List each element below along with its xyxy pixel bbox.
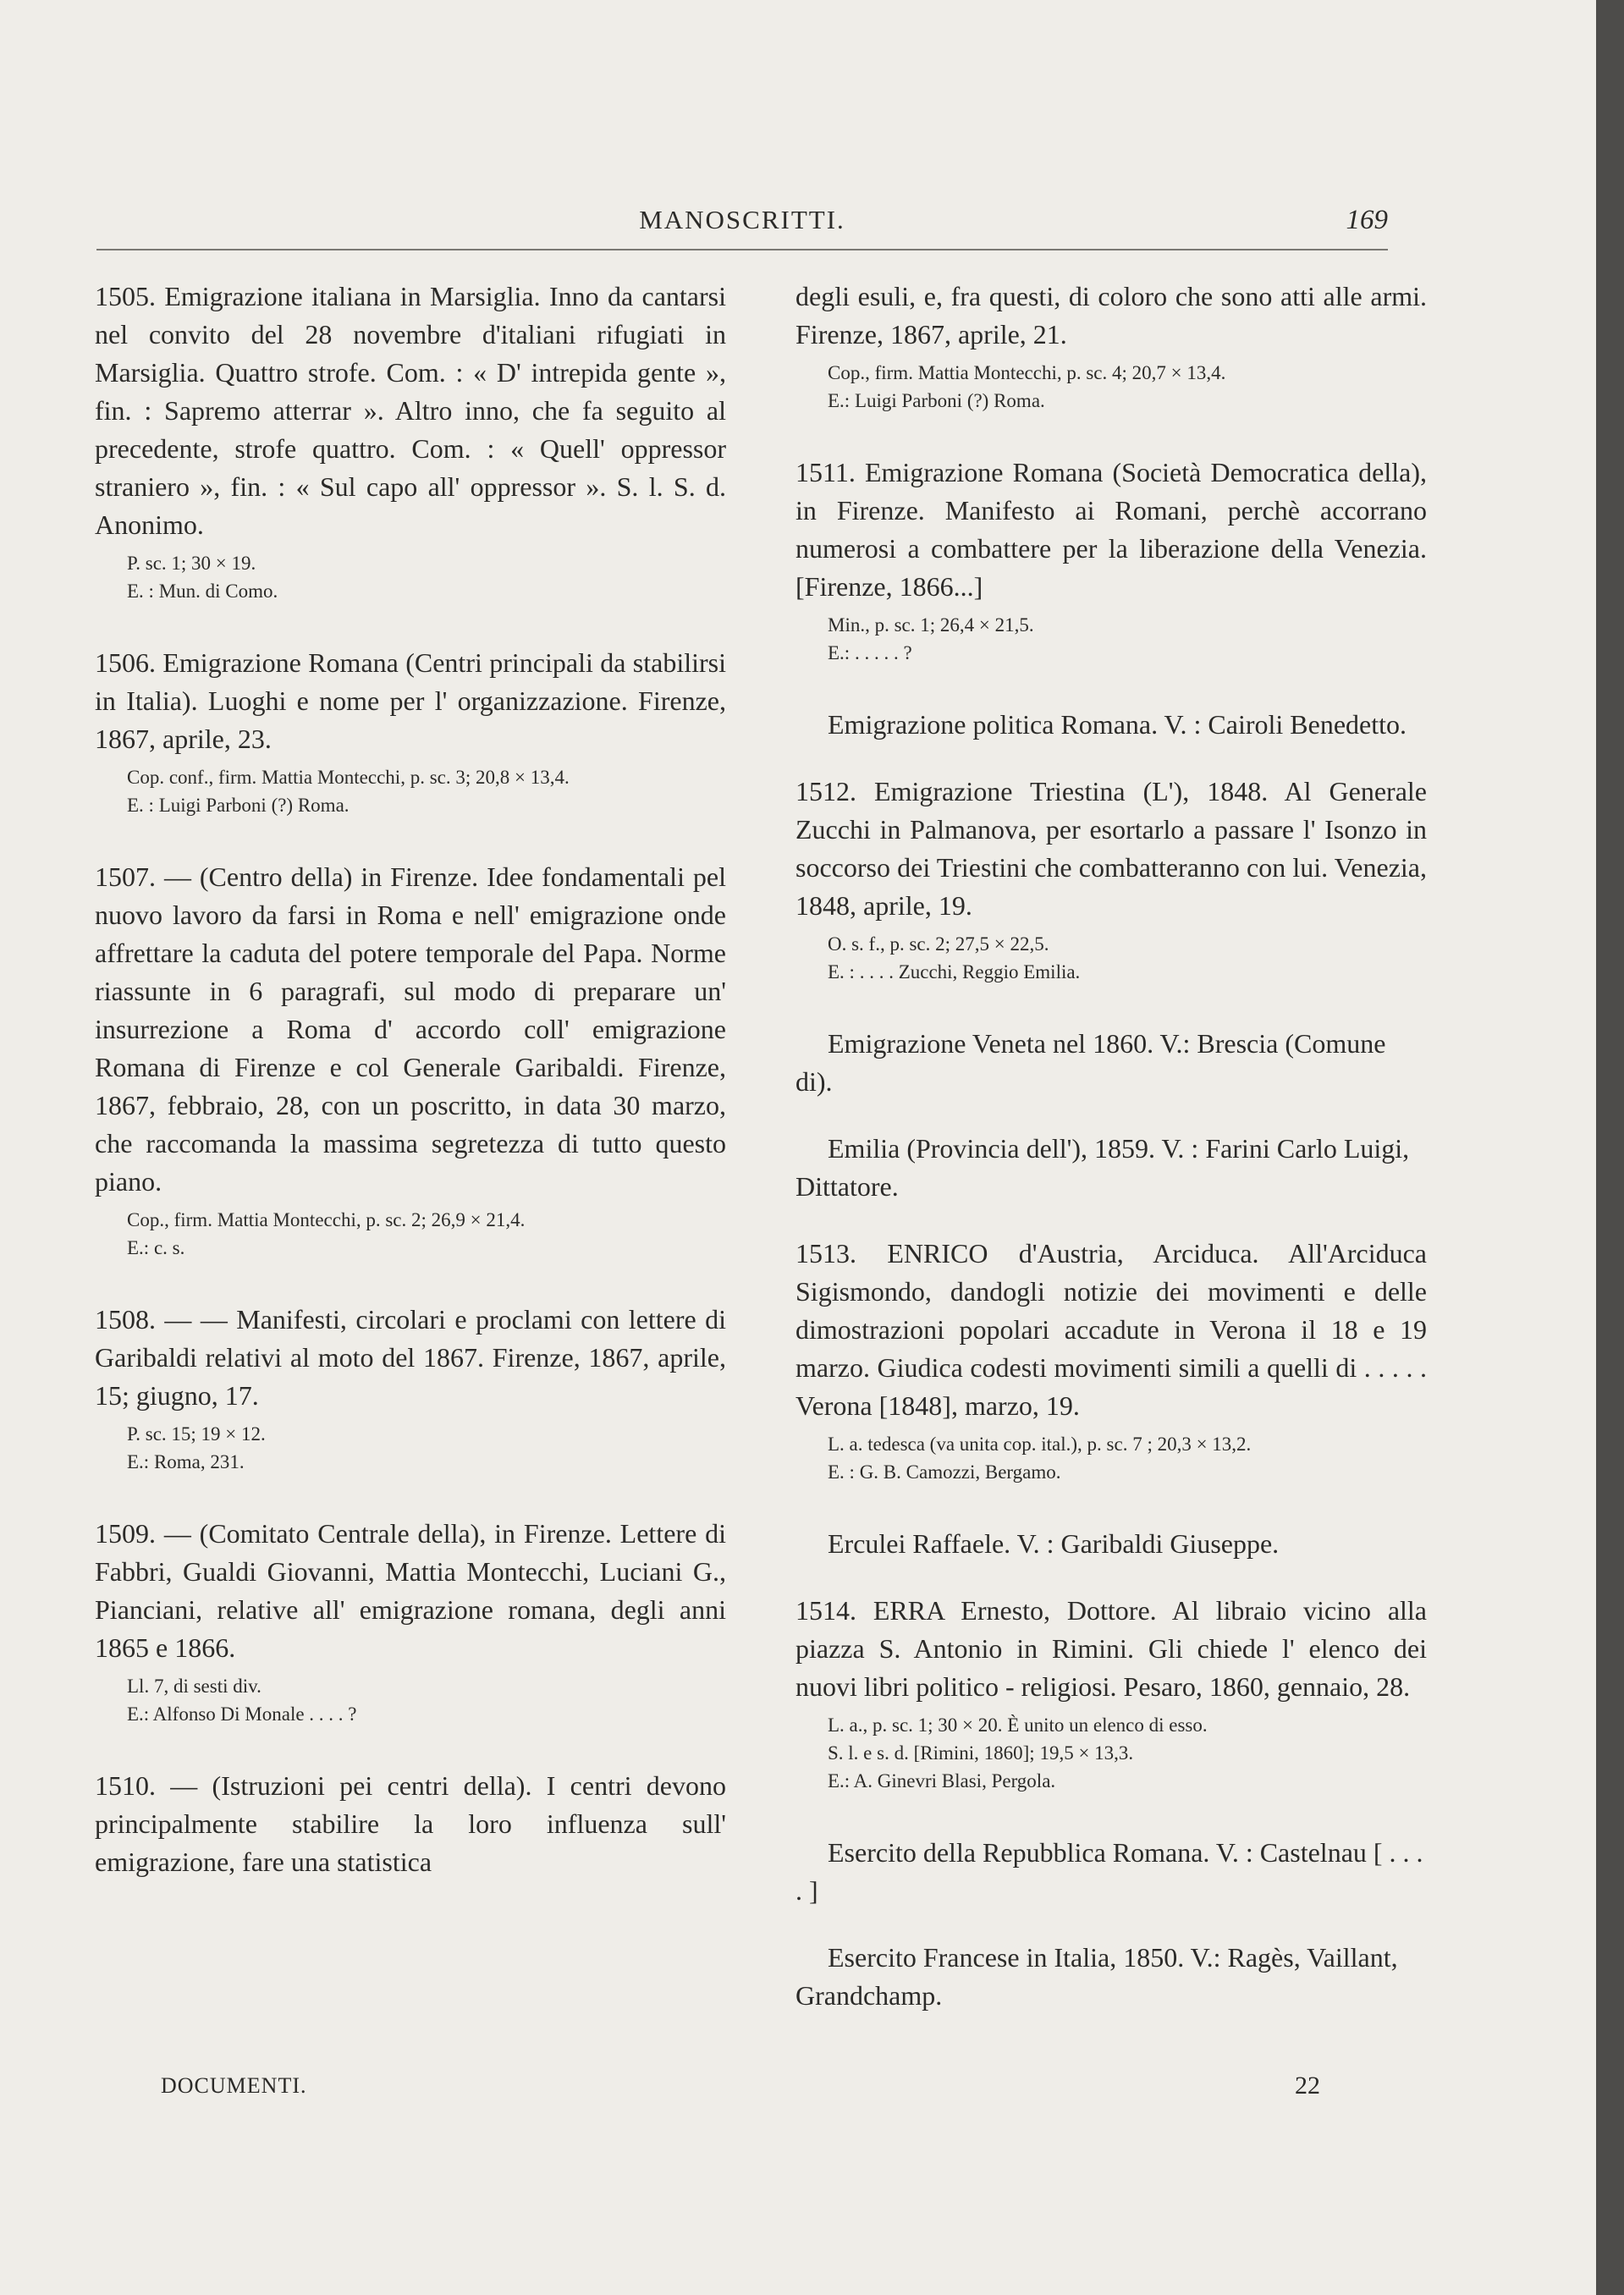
entry-note: L. a. tedesca (va unita cop. ital.), p. sc. 7 ; 20,3 × 13,2.: [828, 1434, 1252, 1455]
entry-notes: [795, 930, 1427, 986]
catalog-entry: [95, 278, 726, 605]
right-column: [795, 278, 1427, 2044]
entry-text: 1505. Emigrazione italiana in Marsiglia. Inno da cantarsi nel convito del 28 novembre d'italiani rifugiati in Marsiglia. Quattro strofe. Com. : « D' intrepida gente », fin. : Sapremo atterrar ». Altro inno, che fa seguito al precedente, strofe quattro. Com. : « Quell' oppressor straniero », fin. : « Sul capo all' oppressor ». S. l. S. d. Anonimo.: [95, 281, 726, 540]
cross-reference: Esercito della Repubblica Romana. V. : Castelnau [ . . . . ]: [795, 1837, 1423, 1906]
entry-text: 1513. ENRICO d'Austria, Arciduca. All'Arciduca Sigismondo, dandogli notizie dei movimenti e delle dimostrazioni popolari accadute in Verona il 18 e 19 marzo. Giudica codesti movimenti simili a quelli di . . . . . Verona [1848], marzo, 19.: [795, 1238, 1427, 1421]
cross-reference: Emilia (Provincia dell'), 1859. V. : Farini Carlo Luigi, Dittatore.: [795, 1133, 1410, 1202]
catalog-entry: [95, 1515, 726, 1728]
entry-text: 1514. ERRA Ernesto, Dottore. Al libraio vicino alla piazza S. Antonio in Rimini. Gli chiede l' elenco dei nuovi libri politico - religiosi. Pesaro, 1860, gennaio, 28.: [795, 1595, 1427, 1702]
entry-note: E.: c. s.: [127, 1237, 185, 1258]
catalog-entry: [795, 773, 1427, 986]
gathering-number: 22: [1295, 2072, 1320, 2100]
catalog-entry: [795, 454, 1427, 667]
entry-note: Ll. 7, di sesti div.: [127, 1676, 261, 1697]
entry-note: Cop. conf., firm. Mattia Montecchi, p. sc. 3; 20,8 × 13,4.: [127, 767, 570, 788]
entry-text: 1511. Emigrazione Romana (Società Democratica della), in Firenze. Manifesto ai Romani, perchè accorrano numerosi a combattere per la liberazione della Venezia. [Firenze, 1866...]: [795, 457, 1427, 602]
entry-note: E.: . . . . . ?: [828, 642, 912, 663]
cross-reference: Emigrazione Veneta nel 1860. V.: Brescia (Comune di).: [795, 1028, 1386, 1097]
entry-notes: [95, 1206, 726, 1262]
entry-note: P. sc. 1; 30 × 19.: [127, 553, 256, 574]
catalog-entry: [795, 278, 1427, 415]
entry-note: S. l. e s. d. [Rimini, 1860]; 19,5 × 13,3.: [828, 1742, 1134, 1764]
entry-note: E. : G. B. Camozzi, Bergamo.: [828, 1461, 1061, 1483]
entry-note: E.: Luigi Parboni (?) Roma.: [828, 390, 1045, 411]
entry-notes: [95, 1672, 726, 1728]
entry-text: 1506. Emigrazione Romana (Centri principali da stabilirsi in Italia). Luoghi e nome per l' organizzazione. Firenze, 1867, aprile, 23.: [95, 647, 726, 754]
entry-note: E.: Roma, 231.: [127, 1451, 245, 1472]
page-number: 169: [1346, 205, 1388, 235]
entry-text: degli esuli, e, fra questi, di coloro che sono atti alle armi. Firenze, 1867, aprile, 21.: [795, 281, 1427, 349]
signature-mark: DOCUMENTI.: [161, 2073, 307, 2098]
catalog-entry: [795, 1235, 1427, 1486]
entry-note: E.: A. Ginevri Blasi, Pergola.: [828, 1770, 1056, 1791]
cross-reference: Emigrazione politica Romana. V. : Cairoli Benedetto.: [828, 709, 1407, 740]
catalog-entry: [95, 1301, 726, 1476]
scan-edge: [1596, 0, 1624, 2295]
entry-note: Cop., firm. Mattia Montecchi, p. sc. 2; 26,9 × 21,4.: [127, 1209, 526, 1230]
left-column: [95, 278, 726, 1920]
entry-note: E.: Alfonso Di Monale . . . . ?: [127, 1703, 357, 1725]
entry-note: E. : Luigi Parboni (?) Roma.: [127, 795, 350, 816]
catalog-entry: [795, 1592, 1427, 1795]
page-header: [96, 198, 1388, 250]
entry-note: L. a., p. sc. 1; 30 × 20. È unito un elenco di esso.: [828, 1714, 1208, 1736]
entry-note: P. sc. 15; 19 × 12.: [127, 1423, 266, 1445]
entry-text: 1507. — (Centro della) in Firenze. Idee fondamentali pel nuovo lavoro da farsi in Roma e nell' emigrazione onde affrettare la caduta del potere temporale del Papa. Norme riassunte in 6 paragrafi, sul modo di preparare un' insurrezione a Roma d' accordo coll' emigrazione Romana di Firenze e col Generale Garibaldi. Firenze, 1867, febbraio, 28, con un poscritto, in data 30 marzo, che raccomanda la massima segretezza di tutto questo piano.: [95, 861, 726, 1197]
entry-notes: [795, 1711, 1427, 1795]
entry-notes: [795, 359, 1427, 415]
entry-text: 1510. — (Istruzioni pei centri della). I centri devono principalmente stabilire la loro influenza sull' emigrazione, fare una statistica: [95, 1770, 726, 1877]
entry-note: E. : . . . . Zucchi, Reggio Emilia.: [828, 961, 1081, 982]
entry-note: E. : Mun. di Como.: [127, 581, 278, 602]
entry-notes: [95, 763, 726, 819]
entry-notes: [95, 1420, 726, 1476]
cross-reference: Erculei Raffaele. V. : Garibaldi Giuseppe.: [828, 1528, 1280, 1559]
entry-notes: [795, 611, 1427, 667]
entry-notes: [795, 1430, 1427, 1486]
entry-notes: [95, 549, 726, 605]
catalog-entry: [95, 858, 726, 1262]
catalog-entry: [95, 1767, 726, 1881]
entry-text: 1512. Emigrazione Triestina (L'), 1848. Al Generale Zucchi in Palmanova, per esortarlo a passare l' Isonzo in soccorso dei Triestini che combatteranno con lui. Venezia, 1848, aprile, 19.: [795, 776, 1427, 921]
entry-text: 1509. — (Comitato Centrale della), in Firenze. Lettere di Fabbri, Gualdi Giovanni, Mattia Montecchi, Luciani G., Pianciani, relative all' emigrazione romana, degli anni 1865 e 1866.: [95, 1518, 726, 1663]
catalog-entry: [95, 644, 726, 819]
entry-text: 1508. — — Manifesti, circolari e proclami con lettere di Garibaldi relativi al moto del 1867. Firenze, 1867, aprile, 15; giugno, 17.: [95, 1304, 726, 1411]
cross-reference: Esercito Francese in Italia, 1850. V.: Ragès, Vaillant, Grandchamp.: [795, 1942, 1398, 2011]
entry-note: Min., p. sc. 1; 26,4 × 21,5.: [828, 614, 1034, 636]
entry-note: O. s. f., p. sc. 2; 27,5 × 22,5.: [828, 933, 1049, 955]
entry-note: Cop., firm. Mattia Montecchi, p. sc. 4; 20,7 × 13,4.: [828, 362, 1226, 383]
running-title: MANOSCRITTI.: [639, 205, 845, 234]
